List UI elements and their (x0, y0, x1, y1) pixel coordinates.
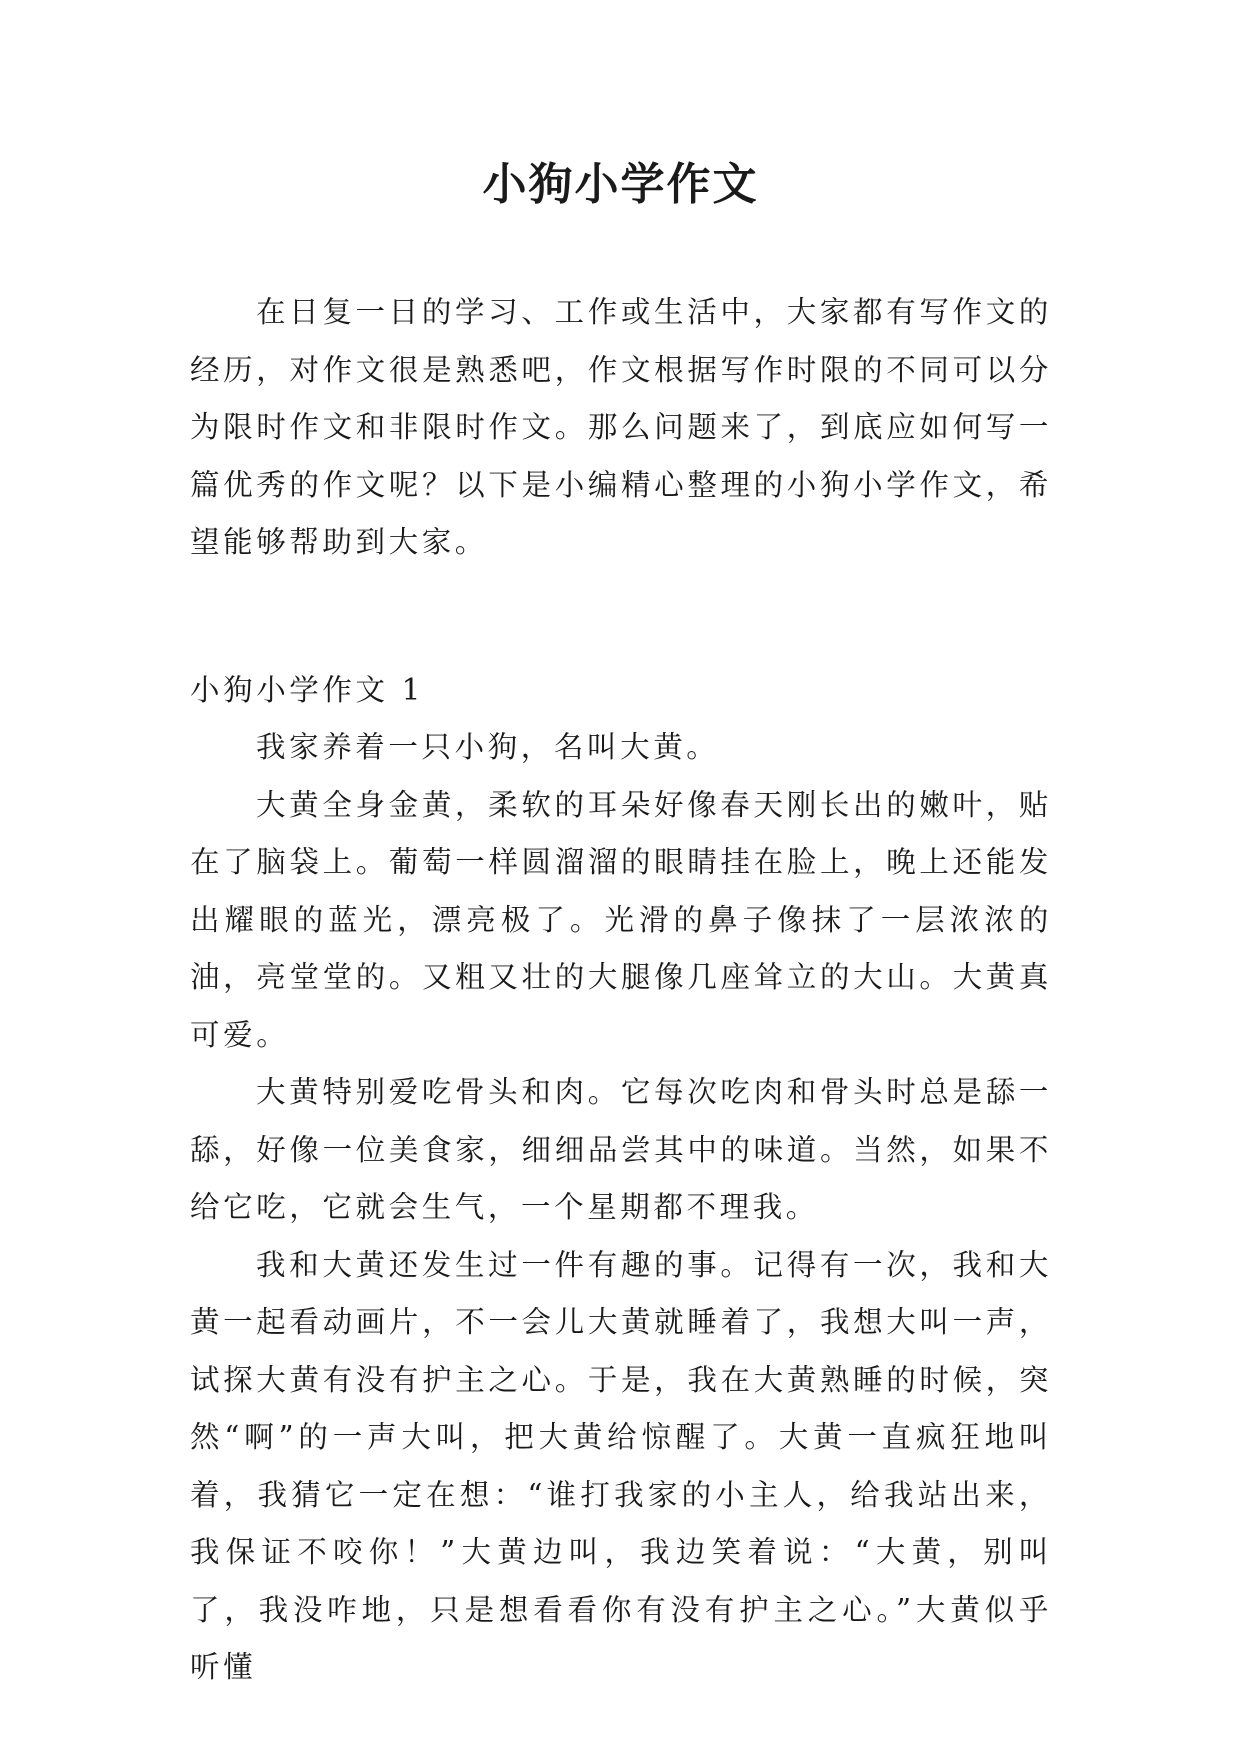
body-paragraph-2: 大黄全身金黄，柔软的耳朵好像春天刚长出的嫩叶，贴在了脑袋上。葡萄一样圆溜溜的眼睛挂在脸上，晚上还能发出耀眼的蓝光，漂亮极了。光滑的鼻子像抹了一层浓浓的油，亮堂堂的。又粗又壮的大腿像几座耸立的大山。大黄真可爱。 (190, 787, 1052, 1052)
intro-paragraph: 在日复一日的学习、工作或生活中，大家都有写作文的经历，对作文很是熟悉吧，作文根据写作时限的不同可以分为限时作文和非限时作文。那么问题来了，到底应如何写一篇优秀的作文呢？以下是小编精心整理的小狗小学作文，希望能够帮助到大家。 (190, 295, 1052, 559)
document-body (190, 284, 1052, 1697)
section-heading: 小狗小学作文 1 (190, 672, 424, 707)
page-title: 小狗小学作文 (482, 159, 759, 210)
body-paragraph-4: 我和大黄还发生过一件有趣的事。记得有一次，我和大黄一起看动画片，不一会儿大黄就睡着了，我想大叫一声，试探大黄有没有护主之心。于是，我在大黄熟睡的时候，突然“啊”的一声大叫，把大黄给惊醒了。大黄一直疯狂地叫着，我猜它一定在想：“谁打我家的小主人，给我站出来，我保证不咬你！”大黄边叫，我边笑着说：“大黄，别叫了，我没咋地，只是想看看你有没有护主之心。”大黄似乎听懂 (190, 1247, 1052, 1684)
section-spacer (190, 572, 1052, 662)
body-paragraph-3: 大黄特别爱吃骨头和肉。它每次吃肉和骨头时总是舔一舔，好像一位美食家，细细品尝其中的味道。当然，如果不给它吃，它就会生气，一个星期都不理我。 (190, 1075, 1052, 1224)
body-paragraph-1: 我家养着一只小狗，名叫大黄。 (256, 730, 720, 764)
